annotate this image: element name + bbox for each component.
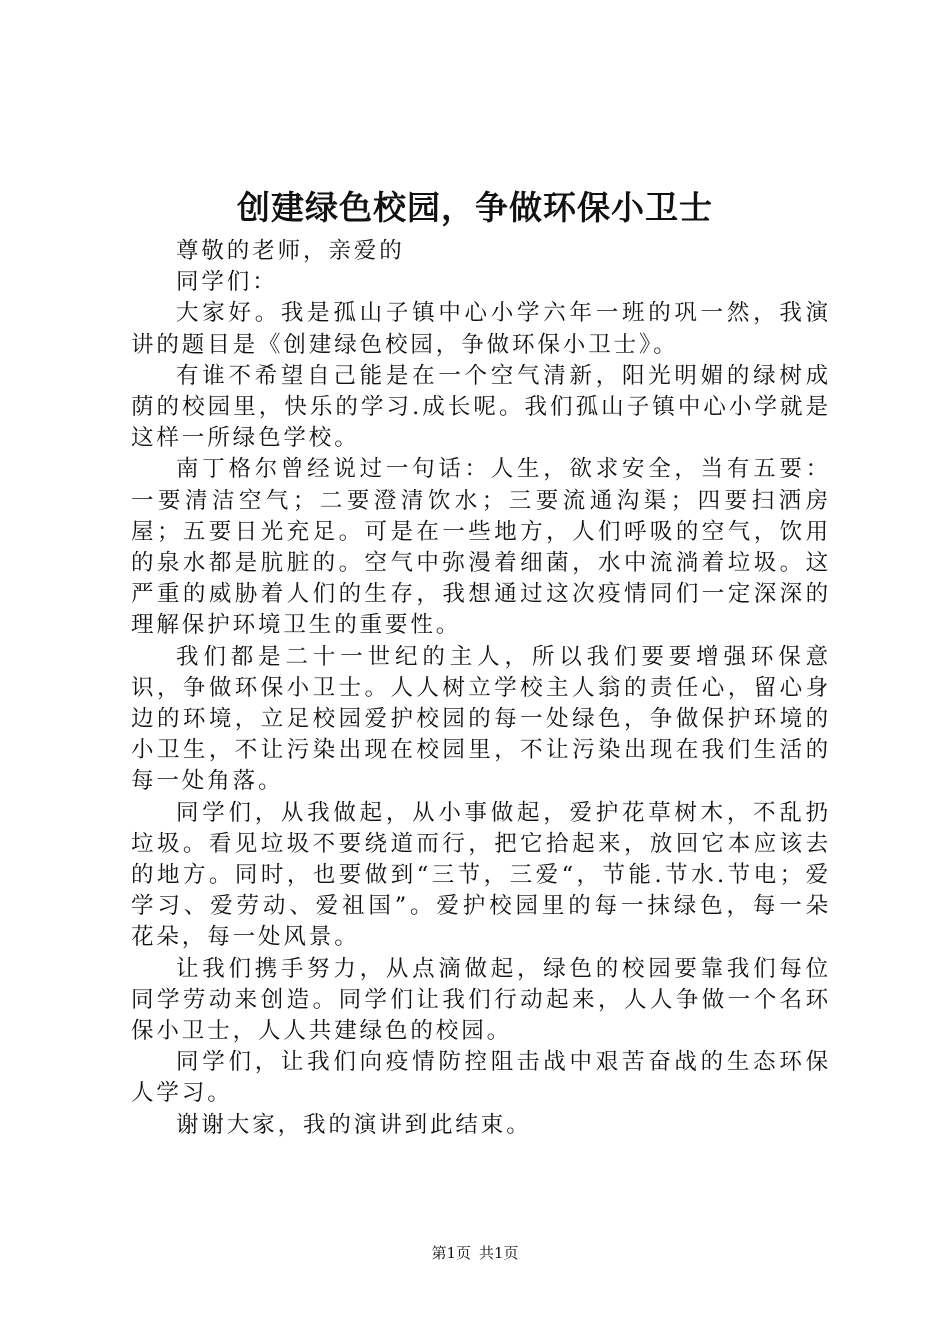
page-footer [0,1243,950,1263]
document-body [131,236,831,1141]
page-number: 第1页 [431,1244,471,1262]
body-paragraph: 同学们，从我做起，从小事做起，爱护花草树木，不乱扔垃圾。看见垃圾不要绕道而行，把它拾起来，放回它本应该去的地方。同时，也要做到“三节，三爱“，节能.节水.节电；爱学习、爱劳动、爱祖国”。爱护校园里的每一抹绿色，每一朵花朵，每一处风景。 [131,799,831,951]
body-paragraph: 同学们，让我们向疫情防控阻击战中艰苦奋战的生态环保人学习。 [131,1049,831,1107]
closing-paragraph: 谢谢大家，我的演讲到此结束。 [176,1111,532,1138]
body-paragraph: 大家好。我是孤山子镇中心小学六年一班的巩一然，我演讲的题目是《创建绿色校园，争做环保小卫士》。 [131,300,831,358]
body-paragraph: 南丁格尔曾经说过一句话：人生，欲求安全，当有五要：一要清洁空气；二要澄清饮水；三要流通沟渠；四要扫洒房屋；五要日光充足。可是在一些地方，人们呼吸的空气，饮用的泉水都是肮脏的。空气中弥漫着细菌，水中流淌着垃圾。这严重的威胁着人们的生存，我想通过这次疫情同们一定深深的理解保护环境卫生的重要性。 [131,456,831,639]
body-paragraph: 有谁不希望自己能是在一个空气清新，阳光明媚的绿树成荫的校园里，快乐的学习.成长呢。我们孤山子镇中心小学就是这样一所绿色学校。 [131,362,831,452]
salutation-line: 同学们： [176,269,278,296]
document-title: 创建绿色校园，争做环保小卫士 [237,188,713,227]
salutation-line: 尊敬的老师，亲爱的 [176,238,405,264]
page-total: 共1页 [479,1244,519,1262]
body-paragraph: 让我们携手努力，从点滴做起，绿色的校园要靠我们每位同学劳动来创造。同学们让我们行动起来，人人争做一个名环保小卫士，人人共建绿色的校园。 [131,955,831,1045]
body-paragraph: 我们都是二十一世纪的主人，所以我们要要增强环保意识，争做环保小卫士。人人树立学校主人翁的责任心，留心身边的环境，立足校园爱护校园的每一处绿色，争做保护环境的小卫生，不让污染出现在校园里，不让污染出现在我们生活的每一处角落。 [131,643,831,795]
